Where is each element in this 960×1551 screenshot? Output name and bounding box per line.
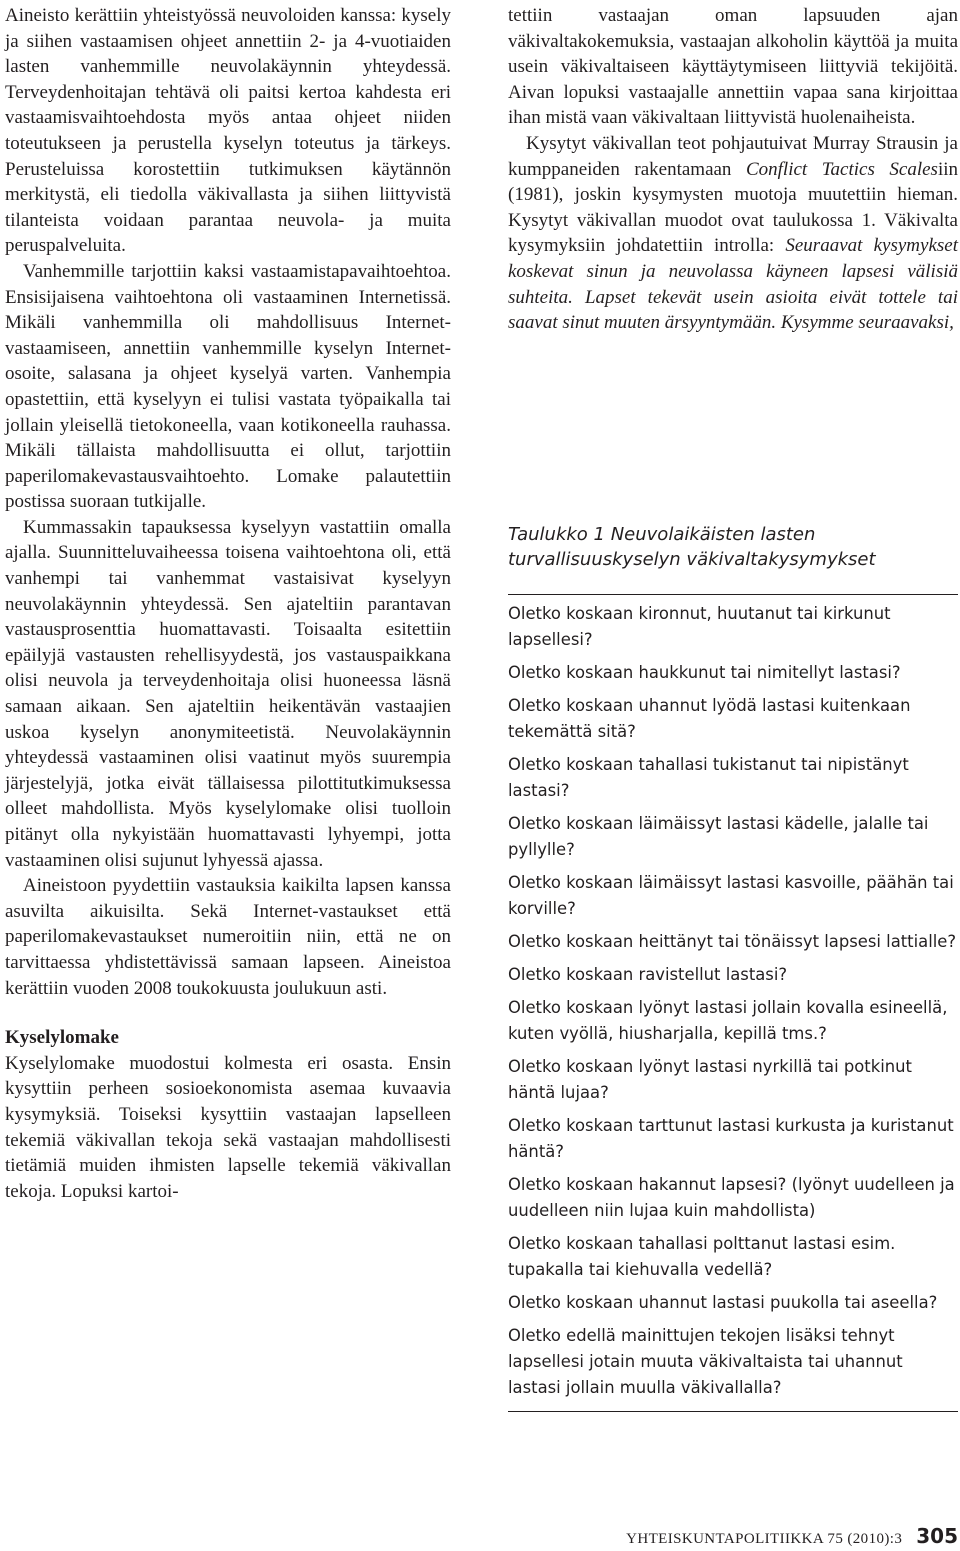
section-heading: Kyselylomake — [5, 1027, 119, 1049]
violence-questions-table — [508, 522, 958, 1412]
question-item: Oletko edellä mainittujen tekojen lisäksi tehnyt lapsellesi jotain muuta väkivaltaista tai uhannut lastasi jollain muulla väkivallalla? — [508, 1326, 903, 1397]
question-item: Oletko koskaan läimäissyt lastasi kasvoille, päähän tai korville? — [508, 873, 954, 918]
question-item: Oletko koskaan heittänyt tai tönäissyt lapsesi lattialle? — [508, 932, 957, 951]
body-text: iin (1981), joskin kysymysten muotoja muutettiin hieman. Kysytyt väkivallan muodot ovat taulukossa 1. Väkivalta kysymyksiin johdatettiin introlla: — [508, 158, 958, 257]
page-number: 305 — [916, 1524, 958, 1548]
question-item: Oletko koskaan kironnut, huutanut tai kirkunut lapsellesi? — [508, 604, 891, 649]
table-bottom-rule — [508, 1411, 958, 1412]
question-item: Oletko koskaan tarttunut lastasi kurkusta ja kuristanut häntä? — [508, 1116, 954, 1161]
body-paragraph: tettiin vastaajan oman lapsuuden ajan väkivaltakokemuksia, vastaajan alkoholin käyttöä ja muita usein väkivaltaiseen käyttäytymiseen liittyviä tekijöitä. Aivan lopuksi vastaajalle annettiin vapaa sana kirjoittaa ihan mistä vaan väkivaltaan liittyvistä huolenaiheista. — [508, 5, 958, 129]
question-item: Oletko koskaan uhannut lastasi puukolla tai aseella? — [508, 1293, 938, 1312]
question-item: Oletko koskaan lyönyt lastasi nyrkillä tai potkinut häntä lujaa? — [508, 1057, 912, 1102]
page-footer — [560, 1524, 958, 1548]
body-paragraph: Aineistoon pyydettiin vastauksia kaikilta lapsen kanssa asuvilta aikuisilta. Sekä Internet-vastaukset että paperilomakevastaukset numeroitiin niin, että ne on tarvittaessa yhdistettävissä samaan lapseen. Aineistoa kerättiin vuoden 2008 toukokuusta joulukuun asti. — [5, 875, 451, 999]
left-column — [5, 3, 451, 1204]
body-paragraph: Aineisto kerättiin yhteistyössä neuvoloiden kanssa: kysely ja siihen vastaamisen ohjeet annettiin 2- ja 4-vuotiaiden lasten vanhemmille neuvolakäynnin yhteydessä. Terveydenhoitajan tehtävä oli paitsi kertoa kahdesta eri vastaamisvaihtoehdosta myös antaa ohjeet niiden toteutukseen ja perustella kyselyn toteutus ja tärkeys. Perusteluissa korostettiin tutkimuksen käytännön merkitystä, eli tiedolla väkivallasta ja siihen liittyvistä tilanteista voidaan parantaa neuvola- ja muita peruspalveluita. — [5, 5, 451, 257]
question-item: Oletko koskaan läimäissyt lastasi kädelle, jalalle tai pyllylle? — [508, 814, 929, 859]
table-top-rule — [508, 594, 958, 595]
intro-quote: Seuraavat kysymykset koskevat sinun ja neuvolassa käyneen lapsesi välisiä suhteita. Lapset tekevät usein asioita eivät tottele tai saavat sinut muuten ärsyyntymään. Kysymme seuraavaksi, — [508, 235, 958, 334]
body-text: Kysytyt väkivallan teot pohjautuivat Murray Strausin ja kumppaneiden rakentamaan — [508, 132, 958, 180]
body-paragraph — [508, 131, 958, 336]
question-item: Oletko koskaan lyönyt lastasi jollain kovalla esineellä, kuten vyöllä, hiusharjalla, kepillä tms.? — [508, 998, 948, 1043]
right-column — [508, 3, 958, 336]
question-item: Oletko koskaan uhannut lyödä lastasi kuitenkaan tekemättä sitä? — [508, 696, 911, 741]
body-paragraph: Kyselylomake muodostui kolmesta eri osasta. Ensin kysyttiin perheen sosioekonomista asemaa kuvaavia kysymyksiä. Toiseksi kysyttiin vastaajan lapselleen tekemiä väkivallan tekoja sekä vastaajan mahdollisesti tietämiä muiden ihmisten lapselle tekemiä väkivallan tekoja. Lopuksi kartoi- — [5, 1052, 451, 1202]
question-item: Oletko koskaan hakannut lapsesi? (lyönyt uudelleen ja uudelleen niin lujaa kuin mahdollista) — [508, 1175, 955, 1220]
question-item: Oletko koskaan tahallasi polttanut lastasi esim. tupakalla tai kiehuvalla vedellä? — [508, 1234, 896, 1279]
question-list — [508, 601, 958, 1401]
table-title: Taulukko 1 Neuvolaikäisten lasten turvallisuuskyselyn väkivaltakysymykset — [508, 524, 876, 570]
body-paragraph: Kummassakin tapauksessa kyselyyn vastattiin omalla ajalla. Suunnitteluvaiheessa toisena vaihtoehtona oli, että vanhempi tai vanhemmat vastaisivat kyselyyn neuvolakäynnin yhteydessä. Sen ajateltiin parantavan vastausprosenttia huomattavasti. Toisaalta esitettiin epäilyjä vastausten rehellisyydestä, jos vastauspaikkana olisi neuvola ja terveydenhoitaja olisi huoneessa läsnä samaan aikaan. Sen ajateltiin heikentävän vastaajien uskoa kyselyn anonymiteetistä. Neuvolakäynnin yhteydessä vastaaminen olisi vaatinut myös suurempia järjestelyjä, jotka eivät tällaisessa pilottitutkimuksessa olleet mahdollista. Myös kyselylomake olisi tuolloin pitänyt olla nykyistään huomattavasti lyhyempi, jotta vastaaminen olisi sujunut lyhyessä ajassa. — [5, 516, 451, 871]
question-item: Oletko koskaan tahallasi tukistanut tai nipistänyt lastasi? — [508, 755, 909, 800]
question-item: Oletko koskaan haukkunut tai nimitellyt lastasi? — [508, 663, 901, 682]
question-item: Oletko koskaan ravistellut lastasi? — [508, 965, 788, 984]
journal-name: YHTEISKUNTAPOLITIIKKA 75 (2010):3 — [626, 1531, 903, 1547]
body-paragraph: Vanhemmille tarjottiin kaksi vastaamistapavaihtoehtoa. Ensisijaisena vaihtoehtona oli vastaaminen Internetissä. Mikäli vanhemmilla oli mahdollisuus Internet-vastaamiseen, annettiin vanhemmille kyselyn Internet-osoite, salasana ja ohjeet kyselyä varten. Vanhempia opastettiin, että kyselyyn ei tulisi vastata työpaikalla tai jollain yleisellä tietokoneella, vaan kotikoneella rauhassa. Mikäli tällaista mahdollisuutta ei ollut, tarjottiin paperilomakevastausvaihtoehto. Lomake palautettiin postissa suoraan tutkijalle. — [5, 260, 451, 513]
italic-title: Conflict Tactics Scales — [745, 158, 938, 180]
